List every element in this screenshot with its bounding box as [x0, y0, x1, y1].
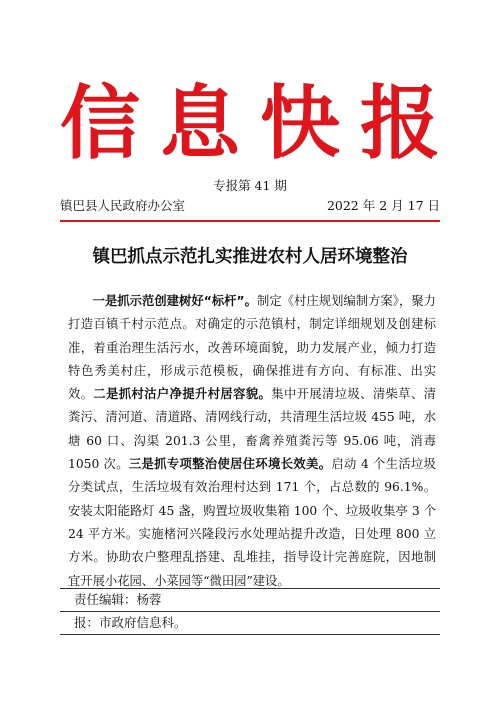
masthead-title	[60, 78, 440, 168]
section-text-1: 制定《村庄规划编制方案》，聚力打造百镇千村示范点。对确定的示范镇村，制定详细规划及创建标准，着重治理生活污水，改善环境面貌，助力发展产业，倾力打造特色秀美村庄，形成示范模板，确保推进有方向、有标准、出实效。	[68, 294, 436, 402]
editor-name: 杨蓉	[136, 592, 162, 607]
section-text-3: 启动 4 个生活垃圾分类试点，生活垃圾有效治理村达到 171 个，占总数的 96.1%。安装太阳能路灯 45 盏，购置垃圾收集箱 100 个、垃圾收集亭 3 个 24 平方米。实施楮河兴隆段污水处理站提升改造，日处理 800 立方米。协助农户整理乱搭建、乱堆挂，指导设计完善庭院，因地制宜开展小花园、小菜园等“微田园”建设。	[68, 457, 436, 588]
issue-number: 专报第 41 期	[213, 178, 287, 193]
footer-divider-top	[60, 588, 440, 589]
section-heading-3: 三是抓专项整治使居住环境长效美。	[128, 457, 332, 472]
section-heading-2: 二是抓村沽户净提升村居容貌。	[93, 387, 272, 402]
masthead-char: 报	[360, 76, 440, 170]
report-recipient: 市政府信息科。	[99, 615, 187, 630]
issuer: 镇巴县人民政府办公室	[60, 198, 186, 213]
report-label: 报：	[74, 615, 100, 630]
issue-date: 2022 年 2 月 17 日	[326, 198, 440, 213]
article-title: 镇巴抓点示范扎实推进农村人居环境整治	[92, 247, 408, 267]
red-divider	[60, 220, 440, 222]
editor-line	[60, 592, 440, 608]
masthead-char: 信	[60, 76, 140, 170]
section-heading-1: 一是抓示范创建树好“标杆”。	[92, 294, 257, 308]
footer-divider-middle	[60, 611, 440, 612]
meta-row	[60, 198, 440, 214]
footer-divider-bottom	[60, 634, 440, 635]
section-text-2: 集中开展清垃圾、清柴草、清粪污、清河道、清道路、清网线行动，共清理生活垃圾 455 吨，水塘 60 口、沟渠 201.3 公里，畜禽养殖粪污等 95.06 吨，消毒 1050 次。	[68, 387, 436, 472]
report-line	[60, 615, 440, 631]
editor-label: 责任编辑：	[74, 592, 137, 607]
masthead-char: 息	[160, 76, 240, 170]
masthead-char: 快	[260, 76, 340, 170]
article-body	[68, 290, 436, 593]
